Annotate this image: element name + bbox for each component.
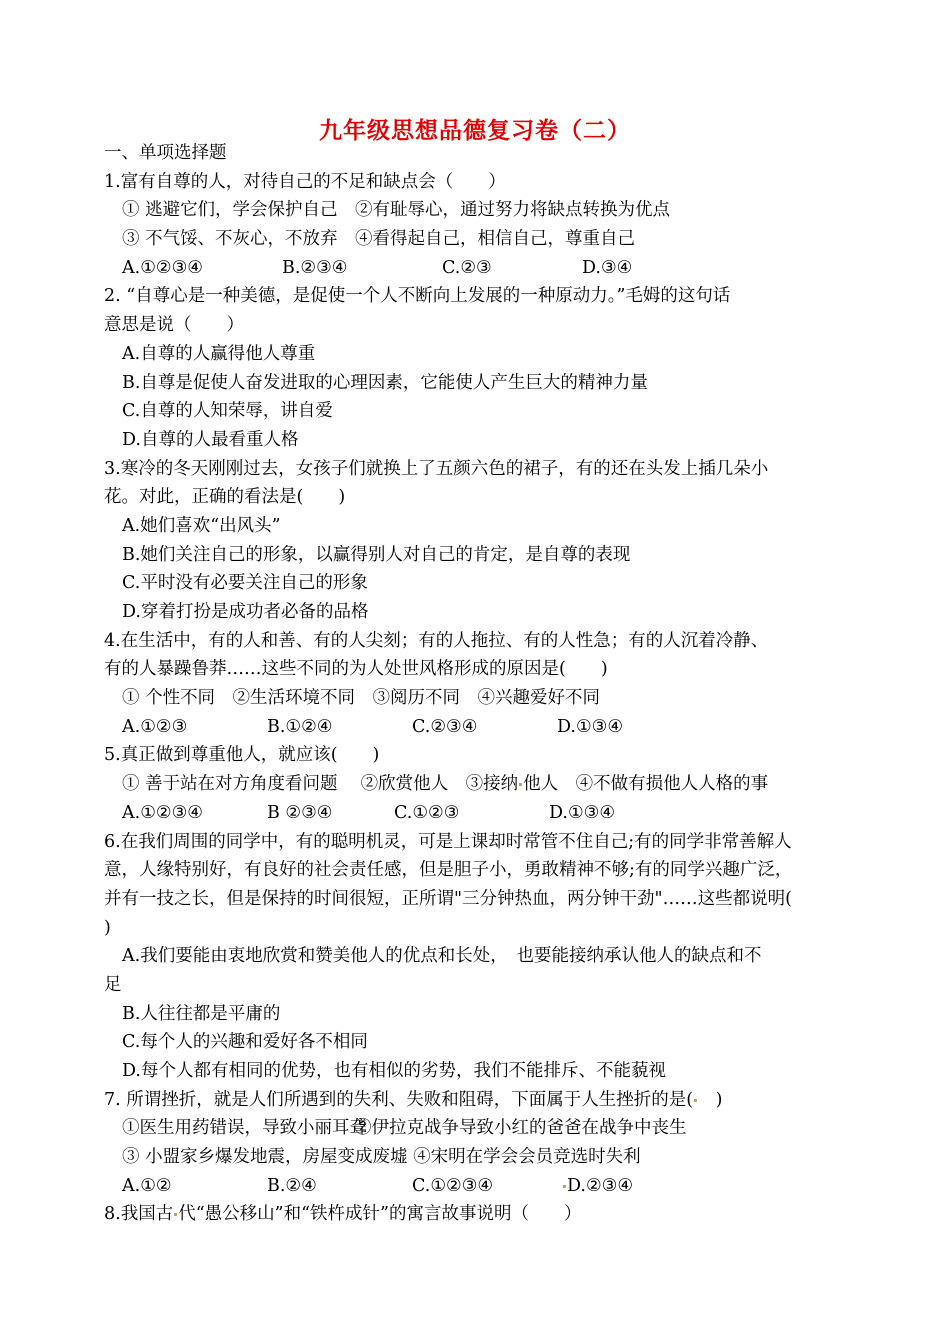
speck-mark (519, 783, 522, 786)
question-4-stem: 有的人暴躁鲁莽……这些不同的为人处世风格形成的原因是( ) (104, 659, 608, 680)
question-4-options (104, 713, 864, 742)
speck-mark (694, 1099, 697, 1102)
stem-part: ) (698, 1089, 723, 1110)
option-b: B.②③④ (282, 257, 348, 278)
option-d: D.穿着打扮是成功者必备的品格 (122, 602, 369, 622)
question-6-stem: 意，人缘特别好，有良好的社会责任感，但是胆子小，勇敢精神不够;有的同学兴趣广泛， (104, 860, 793, 881)
question-8-stem (104, 1200, 864, 1229)
question-list (104, 139, 864, 1229)
question-4-stem: 4.在生活中，有的人和善、有的人尖刻；有的人拖拉、有的人性急；有的人沉着冷静、 (104, 630, 769, 651)
question-6-stem: 6.在我们周围的同学中，有的聪明机灵，可是上课却时常管不住自己;有的同学非常善解人 (104, 831, 792, 852)
section-heading: 一、单项选择题 (104, 143, 227, 163)
question-1-stem: 1.富有自尊的人，对待自己的不足和缺点会（ ） (104, 171, 506, 192)
question-1-statement: ① 逃避它们，学会保护自己 ②有耻辱心，通过努力将缺点转换为优点 (122, 200, 671, 221)
question-7-statement: ③ 小盟家乡爆发地震，房屋变成废墟 ④宋明在学会会员竞选时失利 (122, 1147, 641, 1168)
option-a: A.①②③ (122, 716, 188, 737)
question-6-stem: 并有一技之长，但是保持的时间很短，正所谓"三分钟热血，两分钟干劲"……这些都说明( (104, 888, 792, 909)
question-3-stem: 3.寒冷的冬天刚刚过去，女孩子们就换上了五颜六色的裙子，有的还在头发上插几朵小 (104, 458, 769, 479)
option-b: B.②④ (267, 1175, 317, 1196)
option-a-continued: 足 (104, 974, 122, 995)
option-a: A.自尊的人赢得他人尊重 (122, 343, 316, 364)
page-title: 九年级思想品德复习卷（二） (319, 118, 631, 144)
question-4-statement: ① 个性不同 ②生活环境不同 ③阅历不同 ④兴趣爱好不同 (122, 688, 601, 709)
question-3-stem: 花。对此，正确的看法是( ) (104, 487, 346, 508)
question-2-stem: 2. “自尊心是一种美德，是促使一个人不断向上发展的一种原动力。”毛姆的这句话 (104, 286, 731, 307)
option-d: D.自尊的人最看重人格 (122, 429, 299, 450)
statement-part: ① 善于站在对方角度看问题 ②欣赏他人 ③接纳 (122, 774, 519, 795)
option-d: D.③④ (582, 257, 633, 278)
option-a: A.我们要能由衷地欣赏和赞美他人的优点和长处， 也要能接纳承认他人的缺点和不 (122, 946, 762, 967)
option-b: B.自尊是促使人奋发进取的心理因素，它能使人产生巨大的精神力量 (122, 372, 648, 393)
option-c: C.平时没有必要关注自己的形象 (122, 573, 368, 594)
question-1-statement: ③ 不气馁、不灰心，不放弃 ④看得起自己，相信自己，尊重自己 (122, 229, 636, 250)
question-2-stem: 意思是说（ ） (104, 315, 244, 336)
option-a: A.①②③④ (122, 802, 203, 823)
option-d: D.①③④ (557, 716, 624, 737)
option-b: B.她们关注自己的形象，以赢得别人对自己的肯定，是自尊的表现 (122, 544, 631, 565)
option-c: C.①②③④ (412, 1175, 494, 1196)
option-d: D.每个人都有相同的优势，也有相似的劣势，我们不能排斥、不能藐视 (122, 1061, 666, 1081)
speck-mark (174, 1213, 177, 1216)
option-c: C.②③ (442, 257, 492, 278)
stem-part: 代“愚公移山”和“铁杵成针”的寓言故事说明（ ） (178, 1204, 582, 1225)
question-5-statement (104, 770, 864, 799)
option-d: D.①③④ (549, 802, 616, 823)
option-c: C.每个人的兴趣和爱好各不相同 (122, 1032, 368, 1053)
statement-part: ②伊拉克战争导致小红的爸爸在战争中丧生 (354, 1118, 687, 1139)
option-a: A.她们喜欢“出风头” (122, 515, 281, 536)
stem-part: 7. 所谓挫折，就是人们所遇到的失利、失败和阻碍，下面属于人生挫折的是( (104, 1089, 694, 1110)
question-7-stem (104, 1086, 864, 1115)
option-c: C.自尊的人知荣辱，讲自爱 (122, 401, 333, 422)
question-5-stem: 5.真正做到尊重他人，就应该( ) (104, 745, 380, 766)
option-a: A.①②③④ (122, 257, 203, 278)
question-1-options (104, 254, 864, 283)
option-c: C.①②③ (394, 802, 460, 823)
question-6-stem: ) (104, 917, 111, 938)
question-5-options (104, 799, 864, 828)
speck-mark (563, 1185, 566, 1188)
question-7-statement (104, 1114, 864, 1143)
option-a: A.①② (122, 1175, 172, 1196)
option-b: B.人往往都是平庸的 (122, 1003, 281, 1024)
statement-part: ①医生用药错误，导致小丽耳聋 (122, 1118, 367, 1139)
option-b: B ②③④ (267, 802, 333, 823)
statement-part: 他人 ④不做有损他人人格的事 (523, 774, 769, 795)
stem-part: 8.我国古 (104, 1204, 174, 1225)
option-c: C.②③④ (412, 716, 478, 737)
option-b: B.①②④ (267, 716, 333, 737)
question-7-options (104, 1172, 864, 1201)
option-d: D.②③④ (567, 1175, 634, 1196)
